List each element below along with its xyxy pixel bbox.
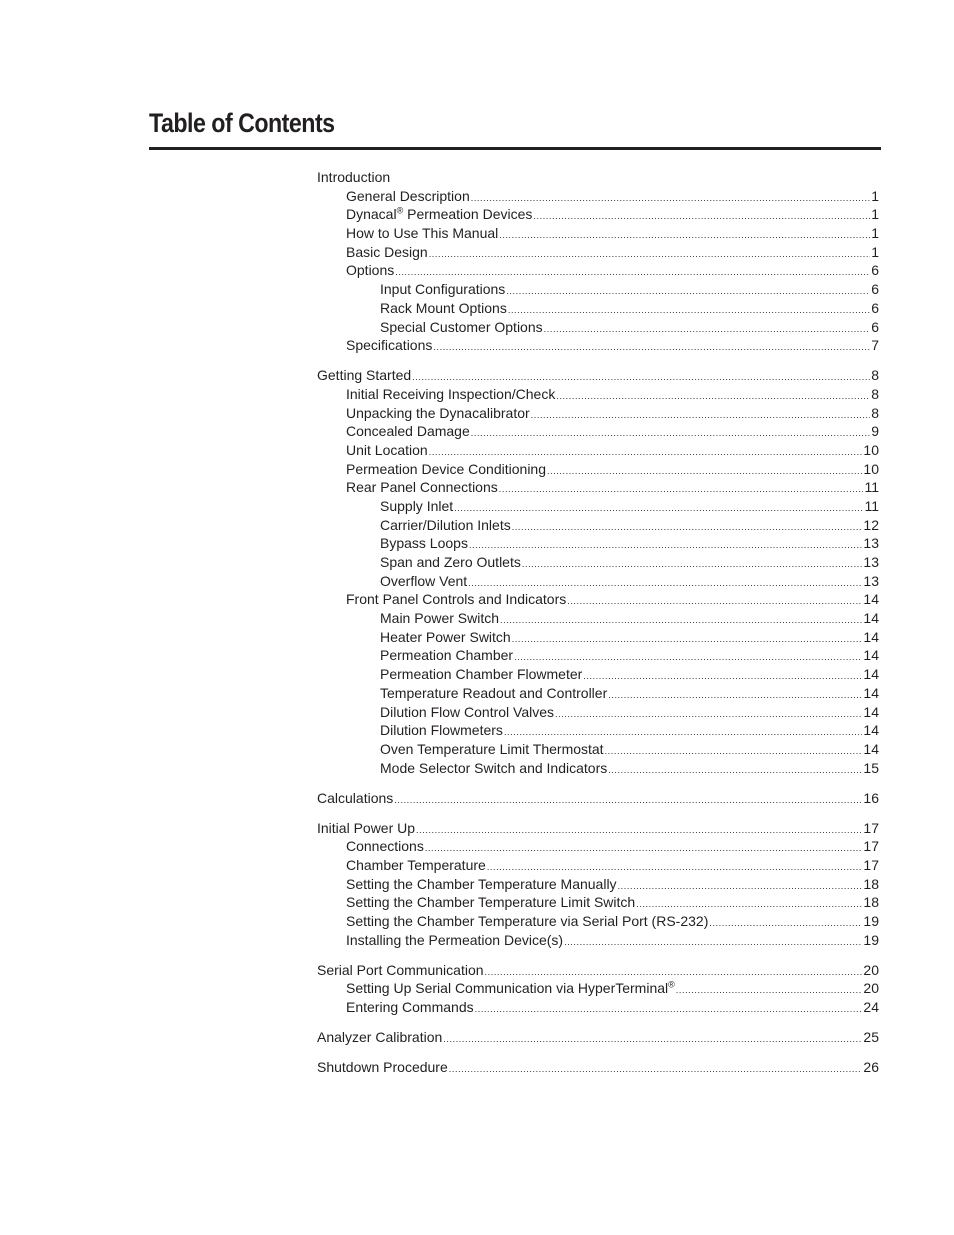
dot-leader <box>608 761 862 780</box>
toc-entry[interactable] <box>317 759 879 778</box>
toc-entry[interactable] <box>317 875 879 894</box>
toc-entry-title: Chamber Temperature <box>346 856 486 873</box>
toc-entry-page-number: 18 <box>863 875 879 892</box>
toc-section <box>317 366 879 777</box>
toc-entry[interactable] <box>317 837 879 856</box>
toc-entry-page-number: 14 <box>863 610 879 627</box>
toc-entry[interactable] <box>317 628 879 647</box>
toc-entry-page-number: 9 <box>871 423 879 440</box>
dot-leader <box>547 462 862 481</box>
toc-entry-page-number: 10 <box>863 441 879 458</box>
toc-entry-title: Concealed Damage <box>346 423 470 440</box>
toc-entry[interactable] <box>317 205 879 224</box>
toc-entry[interactable] <box>317 280 879 299</box>
toc-entry[interactable] <box>317 460 879 479</box>
toc-entry-page-number: 12 <box>863 516 879 533</box>
toc-entry[interactable] <box>317 893 879 912</box>
toc-entry-page-number: 14 <box>863 703 879 720</box>
dot-leader <box>425 839 863 858</box>
toc-entry[interactable] <box>317 721 879 740</box>
toc-entry-page-number: 11 <box>864 497 879 514</box>
dot-leader <box>449 1060 863 1079</box>
toc-entry-title: Dilution Flowmeters <box>380 722 503 739</box>
toc-entry-title: Shutdown Procedure <box>317 1059 448 1076</box>
toc-entry-page-number: 14 <box>863 628 879 645</box>
toc-section <box>317 961 879 1017</box>
toc-entry-page-number: 17 <box>863 819 879 836</box>
toc-entry[interactable] <box>317 336 879 355</box>
dot-leader <box>555 705 862 724</box>
toc-entry[interactable] <box>317 684 879 703</box>
dot-leader <box>469 536 862 555</box>
dot-leader <box>475 1000 863 1019</box>
dot-leader <box>454 499 863 518</box>
toc-section <box>317 789 879 808</box>
toc-entry[interactable] <box>317 572 879 591</box>
toc-entry-page-number: 14 <box>863 666 879 683</box>
toc-entry-title: Setting the Chamber Temperature Limit Switch <box>346 894 636 911</box>
dot-leader <box>676 981 863 1000</box>
toc-entry-title: General Description <box>346 187 470 204</box>
toc-entry-page-number: 14 <box>863 722 879 739</box>
toc-entry[interactable] <box>317 961 879 980</box>
toc-entry-page-number: 8 <box>871 385 879 402</box>
toc-entry-page-number: 6 <box>871 318 879 335</box>
toc-entry[interactable] <box>317 243 879 262</box>
toc-section <box>317 819 879 950</box>
toc-entry-title: Calculations <box>317 789 394 806</box>
dot-leader <box>533 207 870 226</box>
toc-entry-title: Options <box>346 262 395 279</box>
toc-entry-title: Setting the Chamber Temperature Manually <box>346 875 617 892</box>
toc-entry-title: Connections <box>346 838 424 855</box>
toc-entry-page-number: 1 <box>871 206 879 223</box>
toc-entry[interactable] <box>317 979 879 998</box>
dot-leader <box>608 686 862 705</box>
dot-leader <box>512 518 863 537</box>
toc-entry-title: How to Use This Manual <box>346 225 499 242</box>
dot-leader <box>531 406 871 425</box>
toc-entry[interactable] <box>317 590 879 609</box>
toc-entry-page-number: 1 <box>871 225 879 242</box>
dot-leader <box>544 320 871 339</box>
toc-entry-title: Installing the Permeation Device(s) <box>346 931 564 948</box>
toc-entry-page-number: 8 <box>871 367 879 384</box>
toc-entry-page-number: 14 <box>863 740 879 757</box>
toc-entry-title: Setting Up Serial Communication via HyperTerminal® <box>346 979 675 997</box>
page-title: Table of Contents <box>149 108 335 138</box>
toc-entry[interactable] <box>317 1058 879 1077</box>
toc-entry-page-number: 24 <box>863 999 879 1016</box>
dot-leader <box>508 301 870 320</box>
toc-entry[interactable] <box>317 441 879 460</box>
toc-entry-page-number: 15 <box>863 759 879 776</box>
toc-entry[interactable] <box>317 404 879 423</box>
toc-entry[interactable] <box>317 187 879 206</box>
toc-entry-title: Rear Panel Connections <box>346 479 498 496</box>
toc-entry[interactable] <box>317 665 879 684</box>
toc-entry-page-number: 1 <box>871 187 879 204</box>
toc-entry-page-number: 13 <box>863 554 879 571</box>
dot-leader <box>564 933 862 952</box>
toc-entry-title: Introduction <box>317 169 391 185</box>
toc-entry-title: Main Power Switch <box>380 610 500 627</box>
toc-entry-page-number: 26 <box>863 1059 879 1076</box>
toc-entry-title: Mode Selector Switch and Indicators <box>380 759 608 776</box>
toc-entry-page-number: 25 <box>863 1029 879 1046</box>
toc-entry[interactable] <box>317 299 879 318</box>
dot-leader <box>394 791 862 810</box>
toc-entry[interactable] <box>317 819 879 838</box>
dot-leader <box>567 592 862 611</box>
toc-entry[interactable] <box>317 609 879 628</box>
toc-entry[interactable] <box>317 789 879 808</box>
toc-entry-title: Setting the Chamber Temperature via Serial Port (RS-232) <box>346 913 709 930</box>
toc-entry-title: Basic Design <box>346 243 428 260</box>
dot-leader <box>709 914 862 933</box>
toc-entry-page-number: 6 <box>871 281 879 298</box>
toc-entry-title: Initial Power Up <box>317 819 416 836</box>
toc-entry-title: Permeation Device Conditioning <box>346 460 546 477</box>
toc-entry-page-number: 14 <box>863 647 879 664</box>
toc-entry[interactable] <box>317 553 879 572</box>
toc-entry[interactable] <box>317 318 879 337</box>
table-of-contents <box>317 168 879 1088</box>
dot-leader <box>433 338 870 357</box>
toc-entry-page-number: 19 <box>863 913 879 930</box>
toc-entry-page-number: 14 <box>863 684 879 701</box>
toc-entry-title: Bypass Loops <box>380 535 468 552</box>
toc-entry-page-number: 18 <box>863 894 879 911</box>
toc-entry[interactable] <box>317 422 879 441</box>
toc-entry-title: Unit Location <box>346 441 428 458</box>
dot-leader <box>499 480 864 499</box>
toc-entry-page-number: 1 <box>871 243 879 260</box>
dot-leader <box>500 611 862 630</box>
toc-entry-page-number: 10 <box>863 460 879 477</box>
toc-entry-title: Overflow Vent <box>380 572 468 589</box>
toc-entry-page-number: 6 <box>871 299 879 316</box>
dot-leader <box>416 821 862 840</box>
toc-entry-title: Rack Mount Options <box>380 299 507 316</box>
toc-entry-title: Serial Port Communication <box>317 961 484 978</box>
toc-entry[interactable] <box>317 740 879 759</box>
toc-entry-title: Permeation Chamber Flowmeter <box>380 666 583 683</box>
toc-entry-title: Special Customer Options <box>380 318 543 335</box>
toc-entry-title: Unpacking the Dynacalibrator <box>346 404 530 421</box>
toc-entry[interactable] <box>317 385 879 404</box>
toc-section <box>317 1028 879 1047</box>
toc-entry-page-number: 6 <box>871 262 879 279</box>
toc-entry[interactable] <box>317 224 879 243</box>
toc-entry[interactable] <box>317 931 879 950</box>
toc-entry-page-number: 14 <box>863 591 879 608</box>
toc-entry-page-number: 17 <box>863 856 879 873</box>
dot-leader <box>618 877 863 896</box>
toc-entry-title: Oven Temperature Limit Thermostat <box>380 740 604 757</box>
toc-entry[interactable] <box>317 534 879 553</box>
toc-section <box>317 1058 879 1077</box>
toc-entry-page-number: 8 <box>871 404 879 421</box>
toc-entry-page-number: 20 <box>863 961 879 978</box>
dot-leader <box>471 424 870 443</box>
toc-entry-title: Heater Power Switch <box>380 628 511 645</box>
toc-section <box>317 168 879 355</box>
toc-entry-page-number: 16 <box>863 789 879 806</box>
dot-leader <box>443 1030 862 1049</box>
toc-entry-page-number: 13 <box>863 572 879 589</box>
toc-entry[interactable] <box>317 516 879 535</box>
toc-entry[interactable] <box>317 1028 879 1047</box>
dot-leader <box>556 387 870 406</box>
toc-entry[interactable] <box>317 478 879 497</box>
dot-leader <box>522 555 863 574</box>
toc-entry-title: Front Panel Controls and Indicators <box>346 591 567 608</box>
toc-entry-page-number: 17 <box>863 838 879 855</box>
toc-entry-title: Dilution Flow Control Valves <box>380 703 555 720</box>
toc-entry-page-number: 20 <box>863 980 879 997</box>
dot-leader <box>499 226 870 245</box>
toc-entry-page-number: 13 <box>863 535 879 552</box>
toc-entry[interactable] <box>317 912 879 931</box>
toc-entry-title: Span and Zero Outlets <box>380 554 521 571</box>
toc-entry-title: Analyzer Calibration <box>317 1029 443 1046</box>
dot-leader <box>506 282 870 301</box>
toc-entry-title: Supply Inlet <box>380 497 454 514</box>
toc-entry-title: Specifications <box>346 337 433 354</box>
toc-entry-title: Carrier/Dilution Inlets <box>380 516 511 533</box>
toc-entry[interactable] <box>317 998 879 1017</box>
toc-entry-page-number: 11 <box>864 479 879 496</box>
dot-leader <box>429 245 871 264</box>
toc-entry-title: Initial Receiving Inspection/Check <box>346 385 556 402</box>
toc-entry[interactable] <box>317 168 879 187</box>
toc-entry[interactable] <box>317 703 879 722</box>
toc-entry-title: Permeation Chamber <box>380 647 514 664</box>
title-divider <box>149 147 881 150</box>
dot-leader <box>512 630 863 649</box>
toc-entry[interactable] <box>317 366 879 385</box>
toc-entry-title: Dynacal® Permeation Devices <box>346 205 533 223</box>
toc-entry[interactable] <box>317 261 879 280</box>
dot-leader <box>583 667 862 686</box>
toc-entry-title: Getting Started <box>317 367 412 384</box>
toc-entry[interactable] <box>317 646 879 665</box>
toc-entry-title: Input Configurations <box>380 281 506 298</box>
toc-entry-title: Entering Commands <box>346 999 474 1016</box>
toc-entry-page-number: 19 <box>863 931 879 948</box>
dot-leader <box>605 742 863 761</box>
toc-entry-page-number: 7 <box>871 337 879 354</box>
toc-entry-title: Temperature Readout and Controller <box>380 684 608 701</box>
toc-entry[interactable] <box>317 856 879 875</box>
toc-entry[interactable] <box>317 497 879 516</box>
